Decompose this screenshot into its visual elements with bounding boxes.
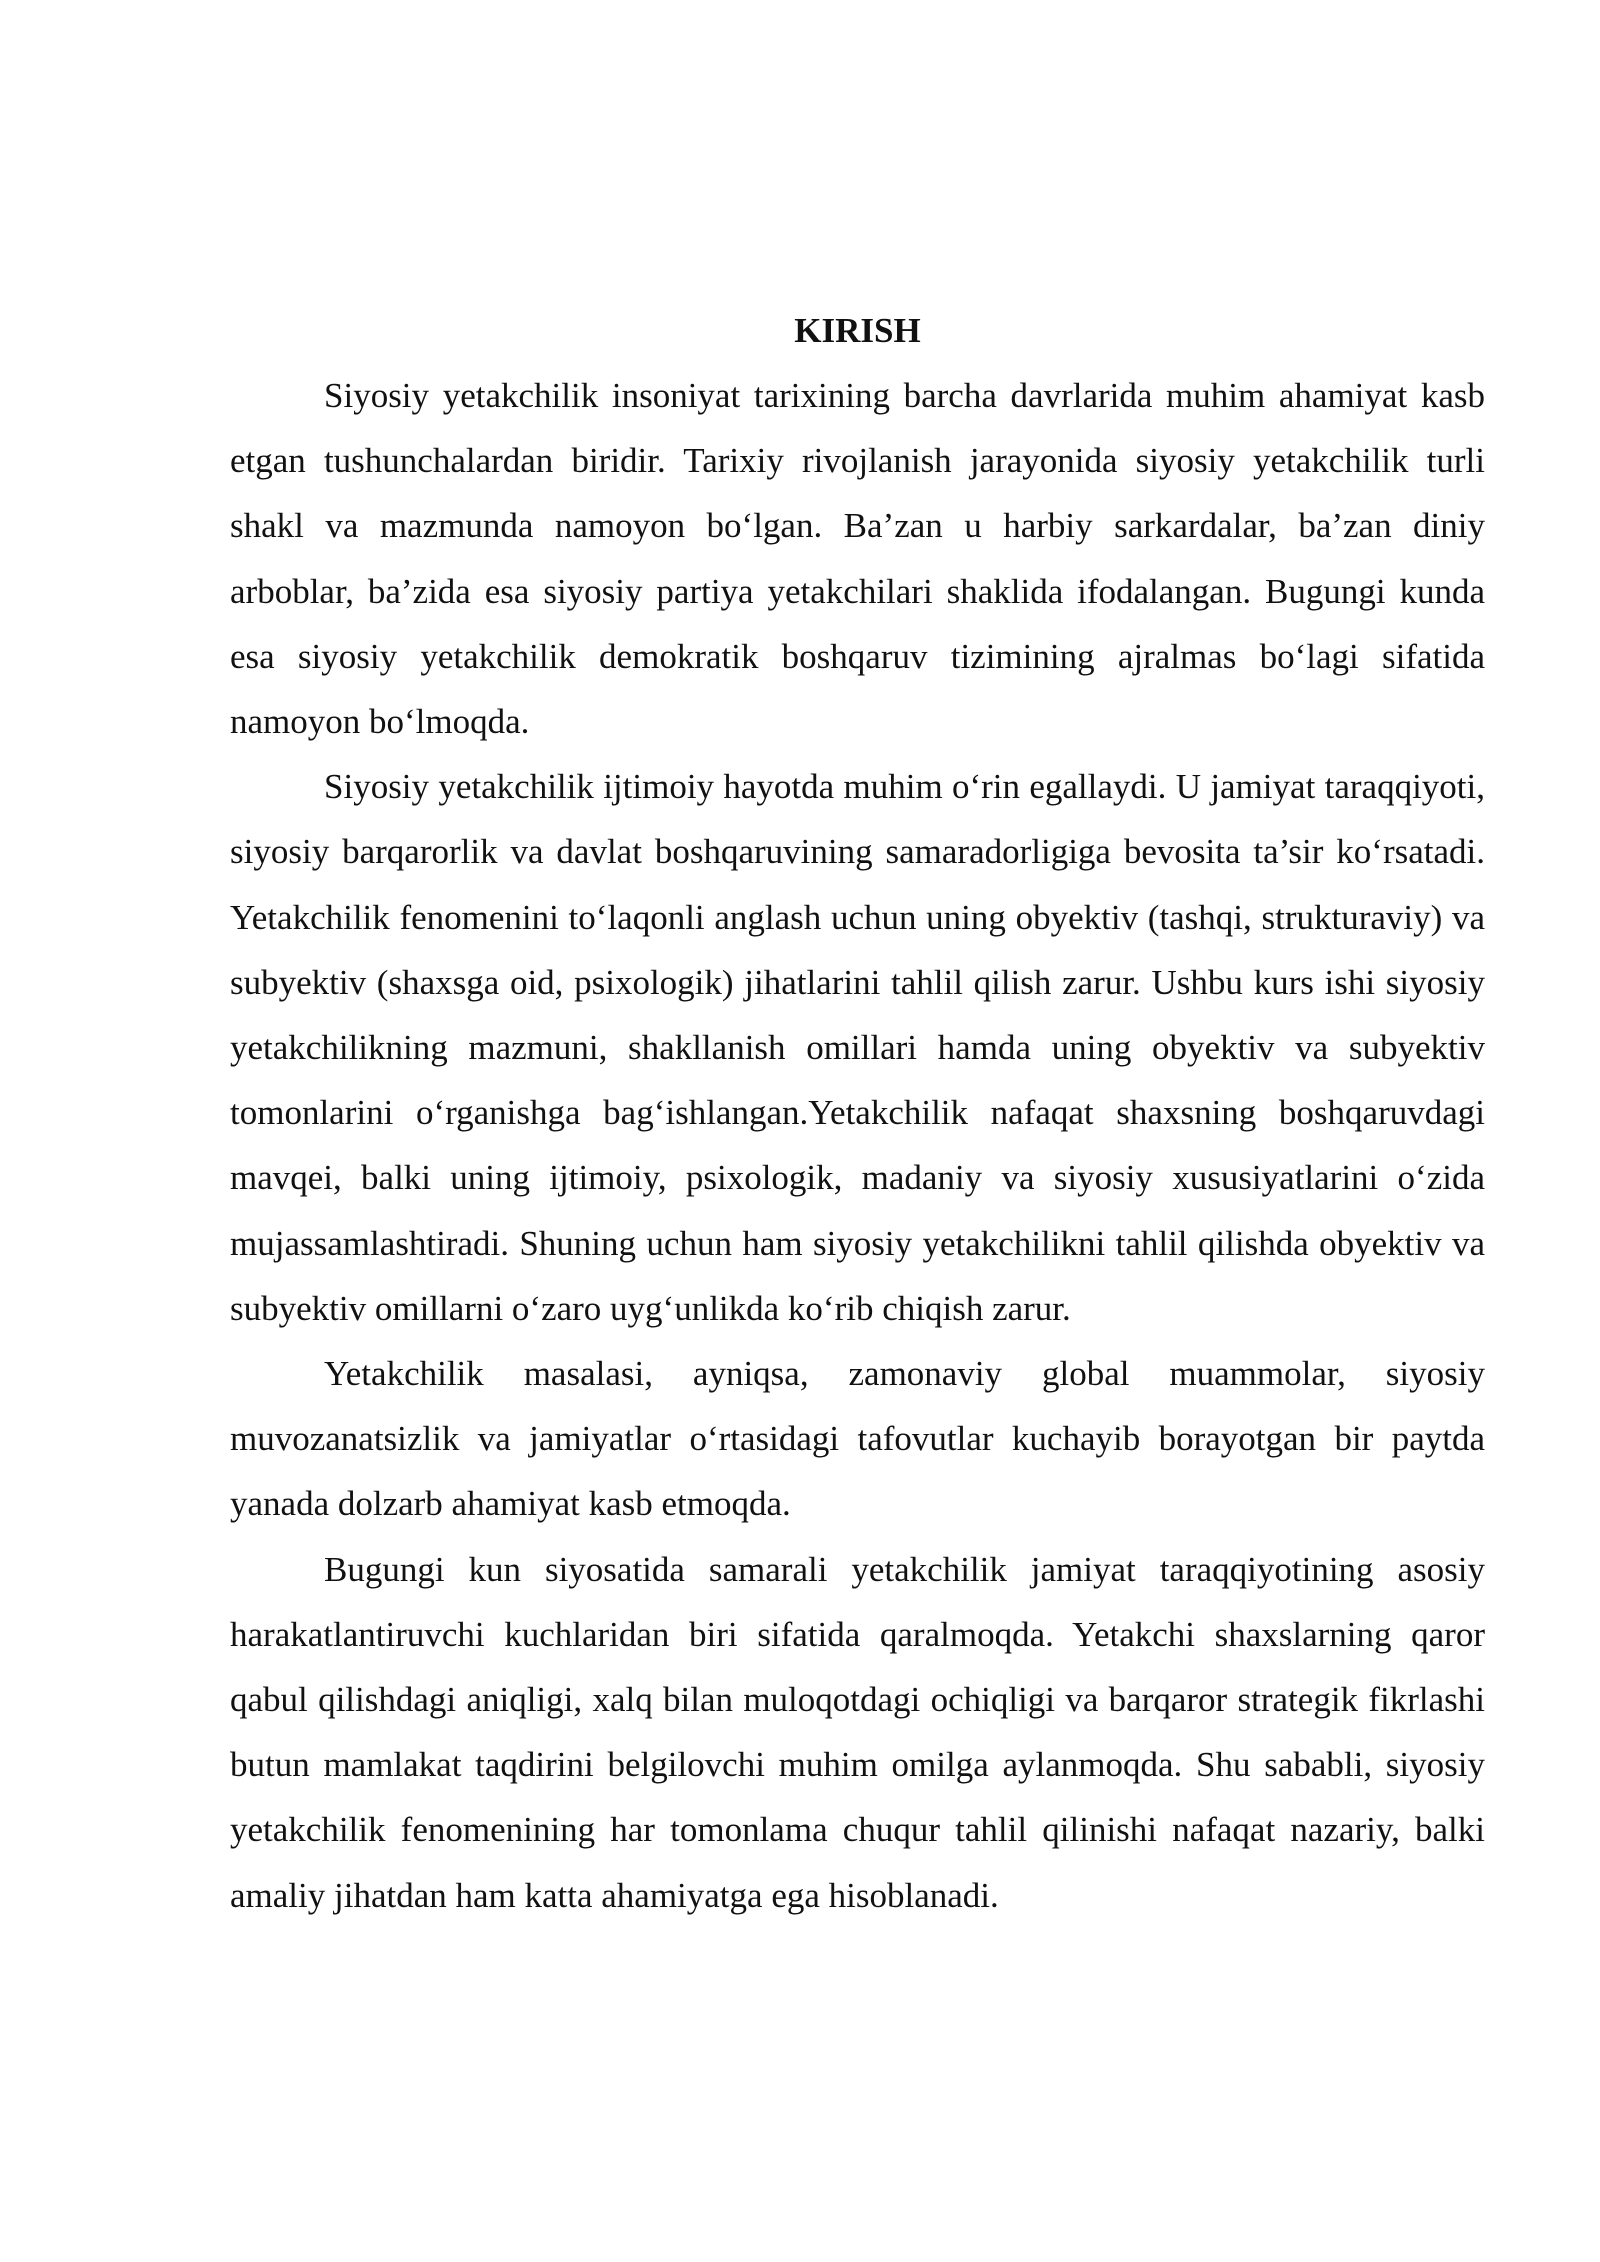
paragraph-3: Yetakchilik masalasi, ayniqsa, zamonaviy global muammolar, siyosiy muvozanatsizlik va jamiyatlar o‘rtasidagi tafovutlar kuchayib borayotgan bir paytda yanada dolzarb ahamiyat kasb etmoqda. [230,1354,1485,1524]
paragraph-2: Siyosiy yetakchilik ijtimoiy hayotda muhim o‘rin egallaydi. U jamiyat taraqqiyoti, siyosiy barqarorlik va davlat boshqaruvining samaradorligiga bevosita ta’sir ko‘rsatadi. Yetakchilik fenomenini to‘laqonli anglash uchun uning obyektiv (tashqi, strukturaviy) va subyektiv (shaxsga oid, psixologik) jihatlarini tahlil qilish zarur. Ushbu kurs ishi siyosiy yetakchilikning mazmuni, shakllanish omillari hamda uning obyektiv va subyektiv tomonlarini o‘rganishga bag‘ishlangan.Yetakchilik nafaqat shaxsning boshqaruvdagi mavqei, balki uning ijtimoiy, psixologik, madaniy va siyosiy xususiyatlarini o‘zida mujassamlashtiradi. Shuning uchun ham siyosiy yetakchilikni tahlil qilishda obyektiv va subyektiv omillarni o‘zaro uyg‘unlikda ko‘rib chiqish zarur. [230,767,1485,1328]
paragraph-1: Siyosiy yetakchilik insoniyat tarixining barcha davrlarida muhim ahamiyat kasb etgan tushunchalardan biridir. Tarixiy rivojlanish jarayonida siyosiy yetakchilik turli shakl va mazmunda namoyon bo‘lgan. Ba’zan u harbiy sarkardalar, ba’zan diniy arboblar, ba’zida esa siyosiy partiya yetakchilari shaklida ifodalangan. Bugungi kunda esa siyosiy yetakchilik demokratik boshqaruv tizimining ajralmas bo‘lagi sifatida namoyon bo‘lmoqda. [230,376,1485,742]
paragraph-4: Bugungi kun siyosatida samarali yetakchilik jamiyat taraqqiyotining asosiy harakatlantiruvchi kuchlaridan biri sifatida qaralmoqda. Yetakchi shaxslarning qaror qabul qilishdagi aniqligi, xalq bilan muloqotdagi ochiqligi va barqaror strategik fikrlashi butun mamlakat taqdirini belgilovchi muhim omilga aylanmoqda. Shu sababli, siyosiy yetakchilik fenomenining har tomonlama chuqur tahlil qilinishi nafaqat nazariy, balki amaliy jihatdan ham katta ahamiyatga ega hisoblanadi. [230,1549,1485,1915]
document-body [230,298,1485,1928]
page-title: KIRISH [794,311,921,350]
